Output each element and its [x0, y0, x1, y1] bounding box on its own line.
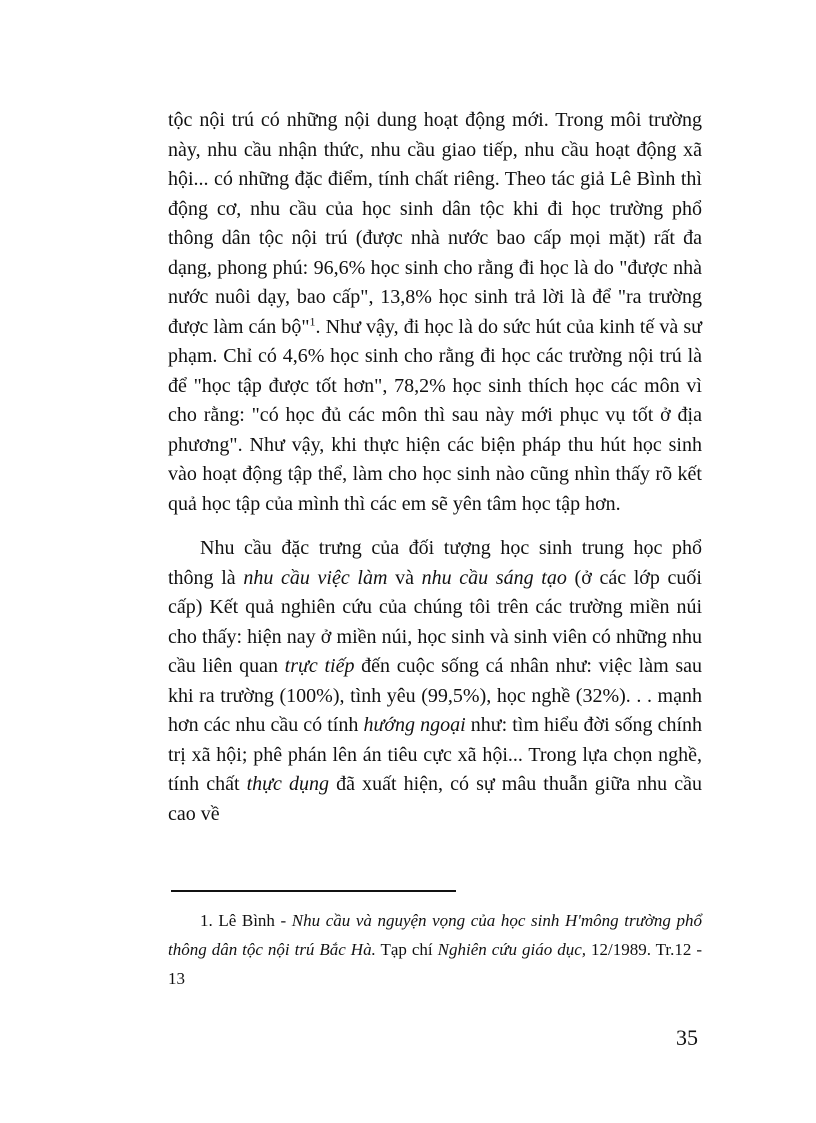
p2-italic-1: nhu cầu việc làm [243, 566, 388, 589]
main-text [168, 106, 702, 829]
p2-text-2: và [387, 566, 422, 589]
p2-italic-5: thực dụng [246, 773, 330, 795]
p2-text-4: đến cuộc sống cá nhân như: việc làm sau khi ra trường (100%), tình yêu (99,5%), học nghề (32%). . . mạnh hơn các nhu cầu có tính [168, 655, 702, 736]
p2-text-6: đã xuất hiện, có sự mâu thuẫn giữa nhu cầu cao về [168, 773, 702, 825]
footnote-divider [171, 890, 456, 892]
p2-text-3: (ở các lớp cuối cấp) Kết quả nghiên cứu của chúng tôi trên các trường miền núi cho thấy: hiện nay ở miền núi, học sinh và sinh viên có những nhu cầu liên quan [168, 566, 702, 677]
footnote-mid: Tạp chí [375, 940, 438, 959]
footnote-journal: Nghiên cứu giáo dục, [437, 940, 586, 959]
footnote-number: 1. Lê Bình - [200, 911, 292, 930]
paragraph-1-part-a: tộc nội trú có những nội dung hoạt động mới. Trong môi trường này, nhu cầu nhận thức, nhu cầu giao tiếp, nhu cầu hoạt động xã hội... có những đặc điểm, tính chất riêng. Theo tác giả Lê Bình thì động cơ, nhu cầu của học sinh dân tộc khi đi học trường phổ thông dân tộc nội trú (được nhà nước bao cấp mọi mặt) rất đa dạng, phong phú: 96,6% học sinh cho rằng đi học là do "được nhà nước nuôi dạy, bao cấp", 13,8% học sinh trả lời là để "ra trường được làm cán bộ" [168, 109, 702, 338]
paragraph-1 [168, 106, 702, 519]
paragraph-1-part-b: . Như vậy, đi học là do sức hút của kinh tế và sư phạm. Chỉ có 4,6% học sinh cho rằng đi học các trường nội trú là để "học tập được tốt hơn", 78,2% học sinh thích học các môn vì cho rằng: "có học đủ các môn thì sau này mới phục vụ tốt ở địa phương". Như vậy, khi thực hiện các biện pháp thu hút học sinh vào hoạt động tập thể, làm cho học sinh nào cũng nhìn thấy rõ kết quả học tập của mình thì các em sẽ yên tâm học tập hơn. [168, 315, 703, 515]
footnote-title: Nhu cầu và nguyện vọng của học sinh H'mông trường phổ thông dân tộc nội trú Bắc Hà. [168, 911, 703, 959]
page-number: 35 [676, 1025, 698, 1050]
p2-italic-4: hướng ngoại [363, 714, 466, 736]
paragraph-2 [168, 534, 702, 829]
p2-italic-3: trực tiếp [284, 655, 355, 677]
footnote-tail: 12/1989. Tr.12 - 13 [168, 940, 702, 988]
footnote-reference: 1 [309, 313, 316, 328]
p2-italic-2: nhu cầu sáng tạo [421, 566, 567, 589]
p2-text-1: Nhu cầu đặc trưng của đối tượng học sinh trung học phổ thông là [168, 537, 702, 589]
p2-text-5: như: tìm hiểu đời sống chính trị xã hội; phê phán lên án tiêu cực xã hội... Trong lựa chọn nghề, tính chất [168, 714, 703, 795]
footnote [168, 906, 702, 993]
footnote-text [168, 906, 702, 993]
